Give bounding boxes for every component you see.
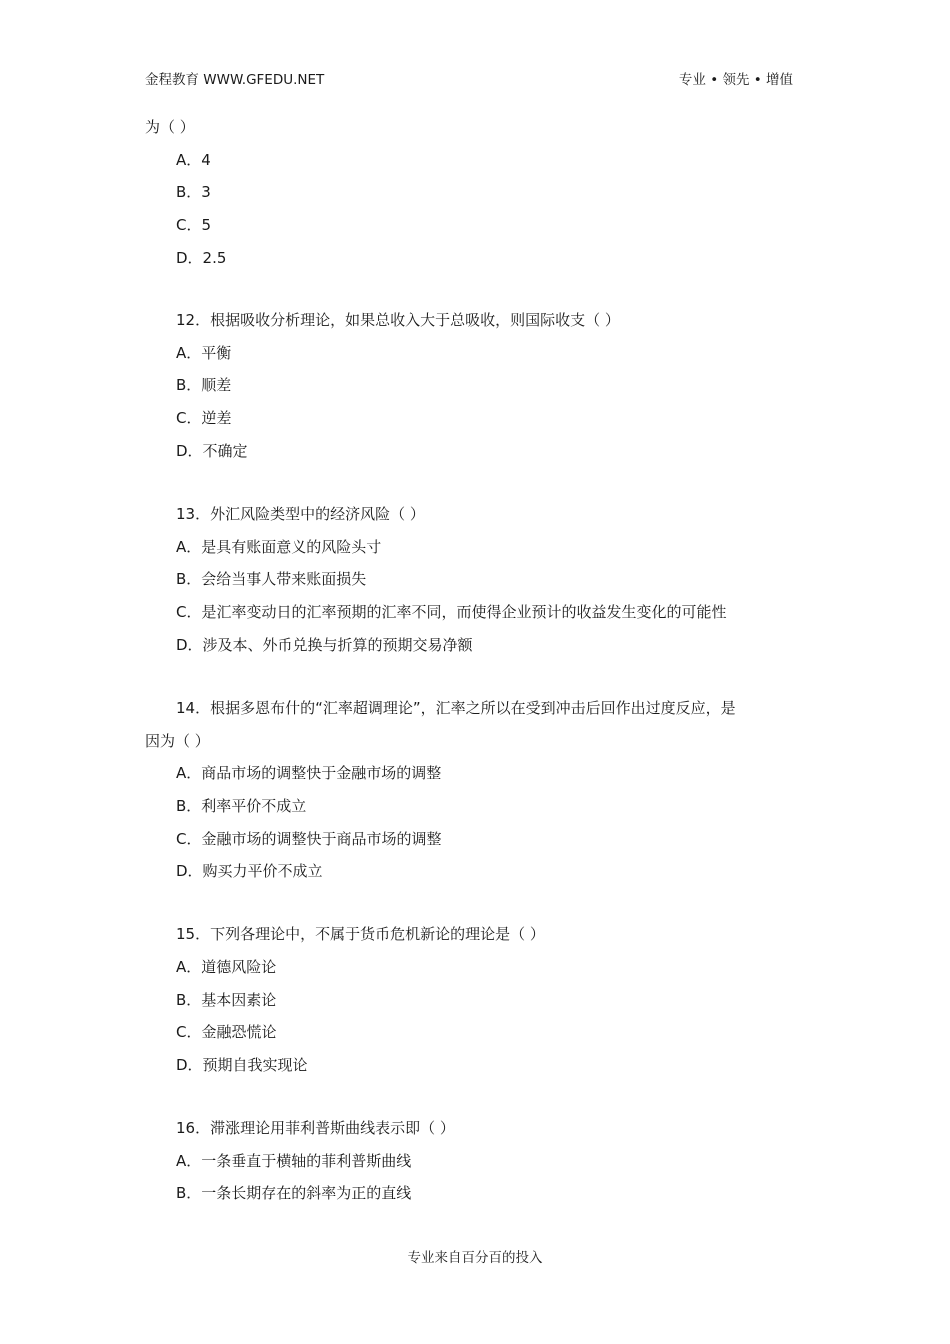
question-14-option-c: C．金融市场的调整快于商品市场的调整 — [176, 830, 442, 848]
question-11-option-a: A．4 — [176, 151, 211, 169]
question-12-stem: 12．根据吸收分析理论，如果总收入大于总吸收，则国际收支（ ） — [176, 311, 620, 329]
question-13-option-c: C．是汇率变动日的汇率预期的汇率不同，而使得企业预计的收益发生变化的可能性 — [176, 603, 727, 621]
question-15-option-b: B．基本因素论 — [176, 991, 277, 1009]
question-12-option-d: D．不确定 — [176, 442, 248, 460]
question-15-option-d: D．预期自我实现论 — [176, 1056, 308, 1074]
question-11-option-d: D．2.5 — [176, 249, 227, 267]
question-14-option-a: A．商品市场的调整快于金融市场的调整 — [176, 764, 442, 782]
question-14-option-b: B．利率平价不成立 — [176, 797, 307, 815]
question-12-option-b: B．顺差 — [176, 376, 232, 394]
question-13-stem: 13．外汇风险类型中的经济风险（ ） — [176, 505, 425, 523]
question-11-option-c: C．5 — [176, 216, 212, 234]
question-11-option-b: B．3 — [176, 183, 211, 201]
header-brand: 金程教育 WWW.GFEDU.NET — [145, 72, 325, 88]
question-15-option-a: A．道德风险论 — [176, 958, 277, 976]
question-16-option-a: A．一条垂直于横轴的菲利普斯曲线 — [176, 1152, 412, 1170]
question-13-option-d: D．涉及本、外币兑换与折算的预期交易净额 — [176, 636, 473, 654]
question-16-option-b: B．一条长期存在的斜率为正的直线 — [176, 1184, 412, 1202]
question-15-stem: 15．下列各理论中，不属于货币危机新论的理论是（ ） — [176, 925, 545, 943]
question-14-option-d: D．购买力平价不成立 — [176, 862, 323, 880]
header-slogan: 专业 • 领先 • 增值 — [678, 72, 793, 88]
question-14-stem-continued: 因为（ ） — [145, 732, 210, 750]
page-footer: 专业来自百分百的投入 — [407, 1250, 543, 1266]
question-14-stem: 14．根据多恩布什的“汇率超调理论”，汇率之所以在受到冲击后回作出过度反应，是 — [176, 699, 736, 717]
question-12-option-a: A．平衡 — [176, 344, 232, 362]
question-11-stem-tail: 为（ ） — [145, 118, 195, 136]
question-13-option-b: B．会给当事人带来账面损失 — [176, 570, 367, 588]
question-12-option-c: C．逆差 — [176, 409, 232, 427]
question-15-option-c: C．金融恐慌论 — [176, 1023, 277, 1041]
question-16-stem: 16．滞涨理论用菲利普斯曲线表示即（ ） — [176, 1119, 455, 1137]
question-13-option-a: A．是具有账面意义的风险头寸 — [176, 538, 382, 556]
